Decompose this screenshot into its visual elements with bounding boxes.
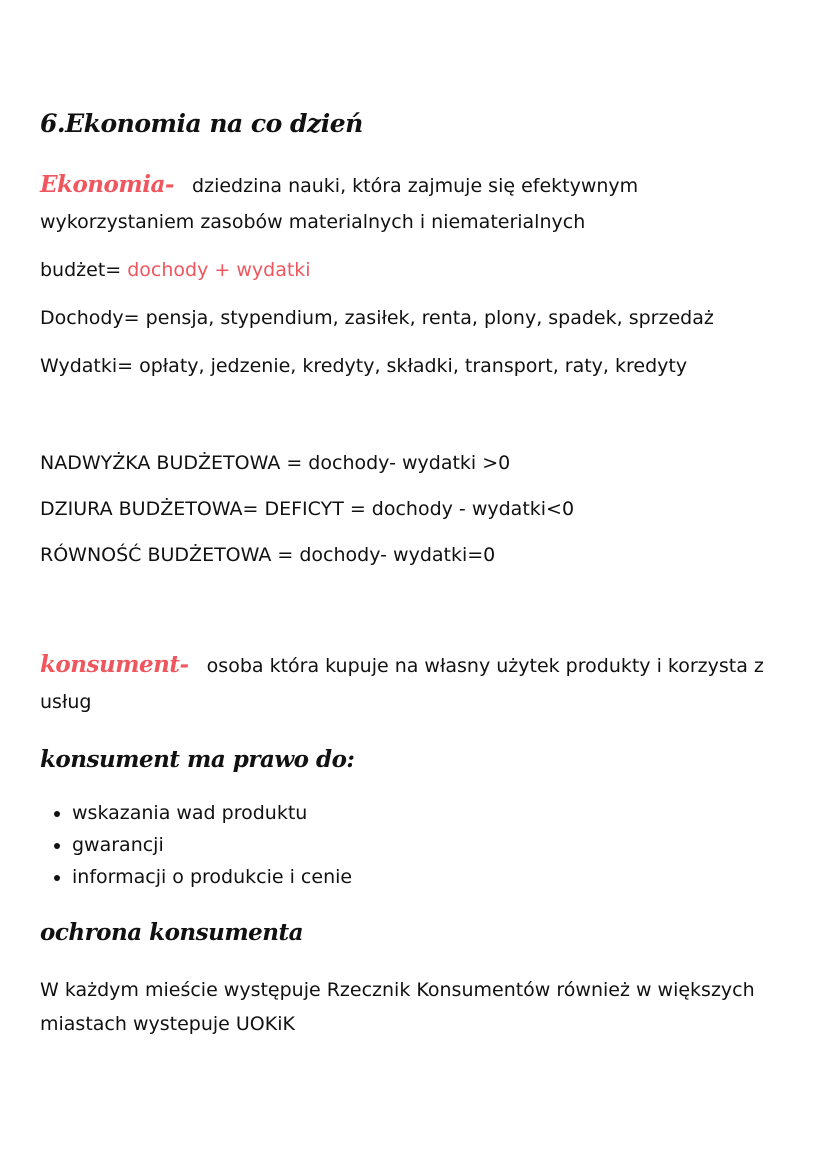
ekonomia-def: dziedzina nauki, która zajmuje się efektywnym [192, 175, 639, 197]
list-item: • wskazania wad produktu [72, 797, 352, 829]
ochrona-line-2: miastach wystepuje UOKiK [40, 1013, 295, 1035]
formula-rownosc: RÓWNOŚĆ BUDŻETOWA = dochody- wydatki=0 [40, 544, 496, 566]
list-item: • gwarancji [72, 829, 352, 861]
budzet-line [40, 258, 311, 282]
wydatki-line: Wydatki= opłaty, jedzenie, kredyty, składki, transport, raty, kredyty [40, 355, 688, 377]
konsument-def: osoba która kupuje na własny użytek produkty i korzysta z [206, 655, 764, 677]
konsument-term: konsument- [40, 651, 189, 678]
page-title: 6.Ekonomia na co dzień [40, 109, 363, 138]
ochrona-line-1: W każdym mieście występuje Rzecznik Konsumentów również w większych [40, 979, 755, 1001]
budzet-formula: dochody + wydatki [127, 259, 311, 281]
konsument-definition [40, 653, 764, 678]
ekonomia-definition [40, 173, 638, 198]
konsument-def-cont: usług [40, 691, 92, 713]
list-item: • informacji o produkcie i cenie [72, 861, 352, 893]
ekonomia-def-cont: wykorzystaniem zasobów materialnych i niematerialnych [40, 211, 586, 233]
ekonomia-term: Ekonomia- [40, 171, 174, 198]
formula-deficyt: DZIURA BUDŻETOWA= DEFICYT = dochody - wydatki<0 [40, 498, 575, 520]
dochody-line: Dochody= pensja, stypendium, zasiłek, renta, plony, spadek, sprzedaż [40, 307, 714, 329]
budzet-label: budżet= [40, 259, 122, 281]
formula-nadwyzka: NADWYŻKA BUDŻETOWA = dochody- wydatki >0 [40, 452, 511, 474]
rights-heading: konsument ma prawo do: [40, 746, 355, 773]
ochrona-heading: ochrona konsumenta [40, 919, 304, 946]
rights-list [40, 797, 352, 893]
